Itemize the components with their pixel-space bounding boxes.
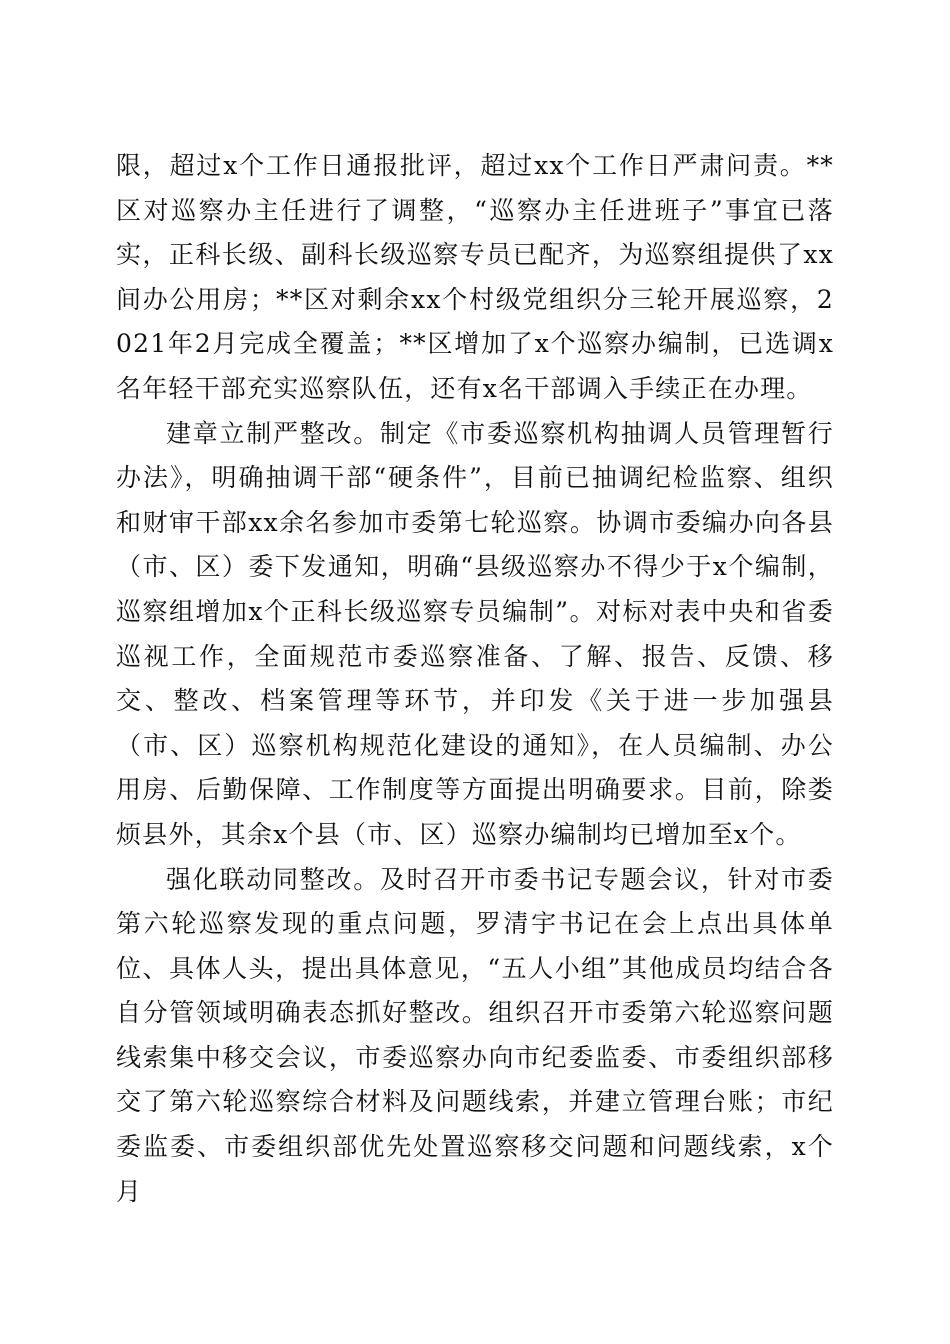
paragraph-continuation: 限，超过x个工作日通报批评，超过xx个工作日严肃问责。**区对巡察办主任进行了调整，“巡察办主任进班子”事宜已落实，正科长级、副科长级巡察专员已配齐，为巡察组提供了xx间办公用房；**区对剩余xx个村级党组织分三轮开展巡察，2021年2月完成全覆盖；**区增加了x个巡察办编制，已选调x名年轻干部充实巡察队伍，还有x名干部调入手续正在办理。 [116,151,834,403]
paragraph-linkage-rectification: 强化联动同整改。及时召开市委书记专题会议，针对市委第六轮巡察发现的重点问题，罗清宇书记在会上点出具体单位、具体人头，提出具体意见，“五人小组”其他成员均结合各自分管领域明确表态抓好整改。组织召开市委第六轮巡察问题线索集中移交会议，市委巡察办向市纪委监委、市委组织部移交了第六轮巡察综合材料及问题线索，并建立管理台账；市纪委监委、市委组织部优先处置巡察移交问题和问题线索，x个月 [116,864,834,1206]
paragraph-rules-rectification: 建章立制严整改。制定《市委巡察机构抽调人员管理暂行办法》，明确抽调干部“硬条件”，目前已抽调纪检监察、组织和财审干部xx余名参加市委第七轮巡察。协调市委编办向各县（市、区）委下发通知，明确“县级巡察办不得少于x个编制，巡察组增加x个正科长级巡察专员编制”。对标对表中央和省委巡视工作，全面规范市委巡察准备、了解、报告、反馈、移交、整改、档案管理等环节，并印发《关于进一步加强县（市、区）巡察机构规范化建设的通知》，在人员编制、办公用房、后勤保障、工作制度等方面提出明确要求。目前，除娄烦县外，其余x个县（市、区）巡察办编制均已增加至x个。 [116,418,834,849]
document-body [116,144,834,1214]
